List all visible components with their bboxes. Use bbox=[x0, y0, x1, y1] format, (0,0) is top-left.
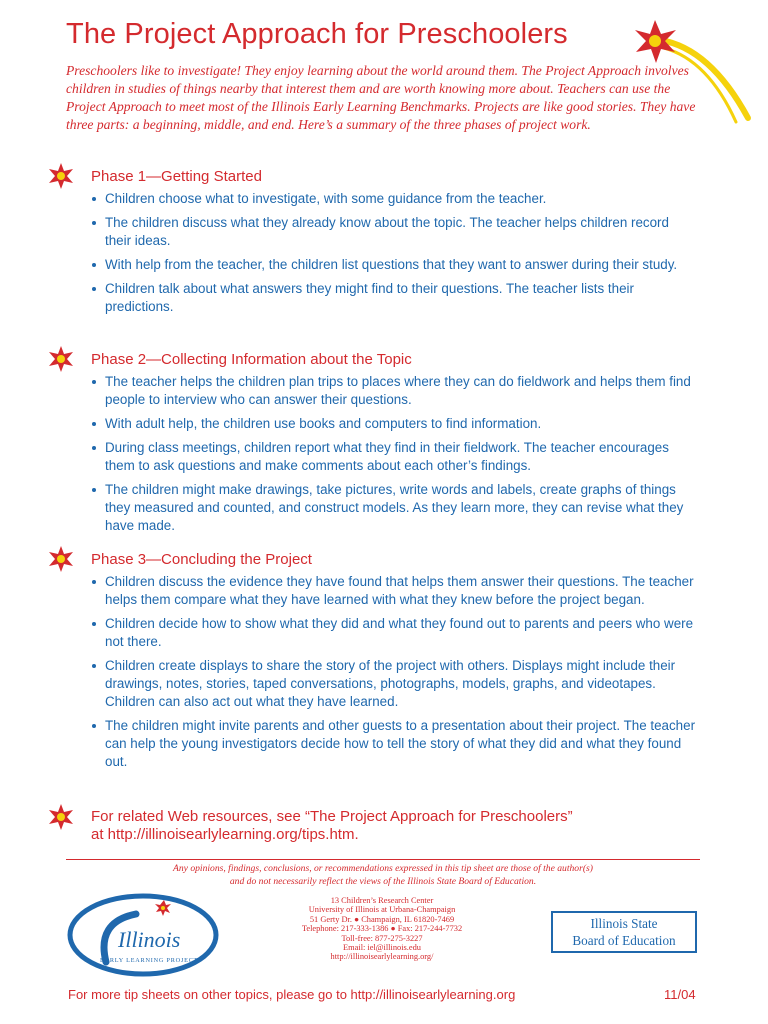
bullet-list bbox=[90, 573, 696, 777]
address-line: Telephone: 217-333-1386 ● Fax: 217-244-7732 bbox=[301, 924, 463, 934]
footer-text: For more tip sheets on other topics, please go to http://illinoisearlylearning.org bbox=[68, 987, 516, 1002]
bullet-list bbox=[90, 190, 696, 322]
address-line: Toll-free: 877-275-3227 bbox=[341, 933, 423, 943]
website-link[interactable]: http://illinoisearlylearning.org/ bbox=[330, 952, 434, 962]
intro-paragraph: Preschoolers like to investigate! They enjoy learning about the world around them. The Project Approach involves children in studies of things nearby that interest them and are worth knowing more about. Teachers can use the Project Approach to meet most of the Illinois Early Learning Benchmarks. Projects are like good stories. They have three parts: a beginning, middle, and end. Here’s a summary of the three phases of project work. bbox=[66, 63, 696, 132]
list-item: With help from the teacher, the children list questions that they want to answer during their study. bbox=[90, 256, 696, 274]
list-item: Children create displays to share the story of the project with others. Displays might include their drawings, notes, stories, taped conversations, photographs, models, graphs, and videotapes. Children can also act out what they have learned. bbox=[90, 657, 696, 711]
star-icon bbox=[46, 345, 76, 373]
star-icon bbox=[46, 545, 76, 573]
web-resources-line: For related Web resources, see “The Project Approach for Preschoolers” bbox=[91, 808, 573, 825]
divider bbox=[66, 859, 700, 860]
list-item: The children might make drawings, take pictures, write words and labels, create graphs of things they measured and counted, and construct models. As they learn more, they can revise what they have made. bbox=[90, 481, 696, 535]
phase-heading: Phase 2—Collecting Information about the Topic bbox=[91, 351, 412, 368]
star-icon bbox=[46, 162, 76, 190]
list-item: The children discuss what they already know about the topic. The teacher helps children record their ideas. bbox=[90, 214, 696, 250]
web-resources-link[interactable]: at http://illinoisearlylearning.org/tips.htm. bbox=[91, 826, 359, 843]
address-line: 13 Children’s Research Center bbox=[330, 896, 434, 905]
svg-text:EARLY LEARNING PROJECT: EARLY LEARNING PROJECT bbox=[100, 957, 199, 964]
address-line: University of Illinois at Urbana-Champaign bbox=[308, 905, 456, 915]
contact-address bbox=[270, 896, 494, 962]
isbe-logo bbox=[551, 911, 697, 953]
bullet-list bbox=[90, 373, 696, 541]
list-item: With adult help, the children use books and computers to find information. bbox=[90, 415, 696, 433]
isbe-line: Illinois State bbox=[590, 916, 658, 931]
star-icon bbox=[46, 803, 76, 831]
list-item: Children choose what to investigate, with some guidance from the teacher. bbox=[90, 190, 696, 208]
address-line: 51 Gerty Dr. ● Champaign, IL 61820-7469 bbox=[309, 914, 455, 924]
email-link[interactable]: Email: iel@illinois.edu bbox=[343, 943, 421, 953]
isbe-line: Board of Education bbox=[572, 932, 676, 948]
web-resources-note bbox=[91, 808, 573, 844]
list-item: The teacher helps the children plan trips to places where they can do fieldwork and helps them find people to interview who can answer their questions. bbox=[90, 373, 696, 409]
illinois-early-learning-logo bbox=[66, 892, 220, 978]
disclaimer-line: Any opinions, findings, conclusions, or recommendations expressed in this tip sheet are those of the author(s) bbox=[173, 863, 593, 874]
list-item: During class meetings, children report what they find in their fieldwork. The teacher encourages them to ask questions and make comments about each other’s findings. bbox=[90, 439, 696, 475]
phase-heading: Phase 3—Concluding the Project bbox=[91, 551, 312, 568]
svg-text:Illinois: Illinois bbox=[118, 927, 181, 952]
disclaimer-line: and do not necessarily reflect the views of the Illinois State Board of Education. bbox=[229, 875, 537, 887]
disclaimer bbox=[66, 863, 700, 888]
list-item: Children talk about what answers they might find to their questions. The teacher lists their predictions. bbox=[90, 280, 696, 316]
page-title: The Project Approach for Preschoolers bbox=[66, 18, 568, 50]
list-item: Children discuss the evidence they have found that helps them answer their questions. The teacher helps them compare what they have learned with what they knew before the project began. bbox=[90, 573, 696, 609]
list-item: The children might invite parents and other guests to a presentation about their project. The teacher can help the young investigators decide how to tell the story of what they did and what they found out. bbox=[90, 717, 696, 771]
footer-date: 11/04 bbox=[664, 987, 696, 1002]
list-item: Children decide how to show what they did and what they found out to parents and peers who were not there. bbox=[90, 615, 696, 651]
phase-heading: Phase 1—Getting Started bbox=[91, 168, 262, 185]
